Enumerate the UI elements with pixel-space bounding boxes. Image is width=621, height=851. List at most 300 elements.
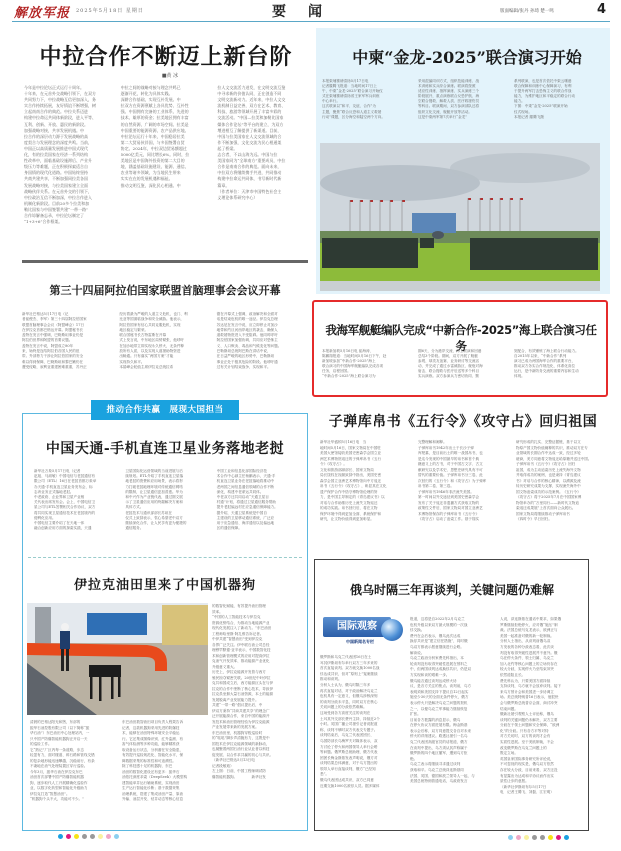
text-line: 俘交换。 [410, 628, 425, 633]
text-line: 油田首次部署中国产防爆智能机器 [30, 775, 84, 779]
text-line: 研究，让文物价值得到更加彰显。 [320, 517, 374, 521]
text-line: 外输、油层开发、钻井动态等核心信息 [122, 797, 184, 801]
globe-icon [381, 619, 403, 641]
text-line: 身国情的现代化道路。中国始终坚持 [24, 170, 88, 176]
text-line: 第二大贸易伙伴国，与多国签署自贸 [120, 139, 185, 145]
text-line: 依然道阻且长。 [500, 672, 526, 677]
text-line: 对话与合作助推历史上流失文物返还 [320, 500, 378, 505]
text-line: 力打破老挝地理环境对传统通信网络 [125, 484, 183, 489]
text-line: 中国正以高质量发展推进中国式现代 [24, 145, 88, 151]
text-line: 索返还成果展”上首次面向公众展出。 [516, 506, 576, 510]
text-line: 中国重要的能源资源、农产品供应地。 [120, 127, 189, 133]
text-line: 术和创新管理模式的应用对提高伊拉 [212, 653, 270, 658]
text-line: 提升老挝偏远村庄应急通信保障能力。 [216, 505, 278, 510]
text-line: 和中兴作为产业链代表，通过图文展 [125, 495, 183, 500]
text-line: 5000亿美元，同比增长6%。同时，拉 [120, 152, 190, 158]
text-line: “中国的人工智能技术与伊拉克 [212, 615, 261, 619]
color-register-marks-right [508, 835, 569, 840]
text-line: 献研究以及学术史、思想史研究具有不可 [418, 467, 483, 472]
text-line: 通信服务。 [125, 526, 144, 531]
text-line: 午，中柬“金龙-2025”联合演习开始仪 [322, 89, 383, 94]
text-line: 效率。 [212, 609, 223, 614]
article-column [30, 720, 116, 825]
text-line: 加入北约等核心问题上的立场仍存在 [500, 661, 558, 666]
special-section-banner: 推动合作共赢 展现大国担当 [91, 400, 239, 420]
article-headline: 我海军舰艇编队完成“中新合作-2025”海上联合演习任务 [325, 323, 597, 353]
text-line: 村通”计划，将通过卫星通信服务帮助 [216, 500, 276, 505]
text-line: 经历着最为严峻的人道主义危机，也门、利 [119, 312, 188, 316]
text-line: 殖民掠夺紧密关联。20世纪中叶伊拉 [212, 675, 271, 680]
masthead [12, 0, 610, 22]
register-dot [532, 835, 537, 840]
text-line: 中国工业和信息化部国际经济技 [216, 469, 267, 473]
article-headline: 子弹库帛书《五行令》《攻守占》回归祖国 [328, 414, 598, 430]
text-line: 悉”。 [320, 772, 330, 777]
text-line: 级压力等难题，正在积极探索适合自 [24, 164, 88, 170]
text-line: 书》对话与合作的核心精神，以溯源及流 [516, 478, 581, 483]
text-line: 化，有的拉美国家在经济一系列结构 [24, 152, 88, 158]
text-line: 局长饶权在视频致辞中指出，美国史密 [320, 473, 382, 477]
text-line: 费丹在会后表示，俄乌此次达成 [410, 633, 461, 638]
text-line: 交流活动。“中国—拉美和加勒比国家 [217, 115, 284, 121]
article-column [24, 85, 115, 250]
text-line: 者崔俊杰、李军）第三十四届阿拉伯国家 [22, 317, 87, 322]
text-line: 今年3月，振华石油在伊拉克东巴 [30, 769, 83, 774]
text-line: 这是中柬两军第7次举行“金龙” [418, 114, 468, 119]
text-line: 文化和旅游部副部长、国家文物局 [320, 467, 374, 472]
text-line: 危机升级以来双方最大规模的一次战 [410, 622, 468, 627]
text-line: 本届峰会轮值主席伊拉克总统拉希 [119, 364, 174, 369]
text-line: 地，涵盖基础设施建设、能源、通信、 [120, 164, 189, 170]
article-column [320, 440, 412, 550]
register-dot [524, 835, 529, 840]
text-line: 的限制，让卫星通信更加普惠。华为 [125, 489, 183, 494]
text-line: 资源优势结合，为推动当地能源产业 [212, 620, 270, 625]
text-line: 机直连卫星业务在老挝落地将推动中 [216, 479, 275, 484]
text-line: 拉双方在资源禀赋上各具优势、互补性 [120, 103, 189, 109]
text-line: 新华社巴格达5月17日电（记 [22, 312, 69, 316]
text-line: 这场受到各方高度关注的谈判在 [320, 710, 371, 715]
text-line: 术训练和实兵综合演练。联演将按照 [418, 84, 476, 89]
text-line: 工程师哈里斯·阿扎维告诉记者。 [212, 631, 264, 636]
badge-title: 国际观察 [323, 617, 391, 637]
text-line: 区的通信保障。 [216, 526, 242, 531]
text-line: 在日益严峻的地区形势中，巴勒斯坦 [216, 354, 275, 359]
text-line: 美国家同为“全球南方”重要成员，中拉 [217, 158, 286, 164]
text-line: 射击、联合搜救与医疗后送等多个科目 [418, 369, 480, 374]
text-line: 支持谈判，乌方就不会放弃谈判。接下 [500, 684, 562, 689]
text-line: 中拉之间的战略对接与理念共鸣已 [120, 85, 181, 90]
text-line: 东巴油田里，机器狗穿梭巡检时 [212, 730, 263, 735]
text-line: 洲艺术博物馆返还的子弹库帛书《五行 [320, 456, 382, 461]
text-line: 遭受侵略，叙利亚重建困难重重，苏丹正 [22, 364, 87, 369]
color-register-marks-left [58, 834, 119, 839]
register-dot [516, 835, 521, 840]
text-line: 方实现和谈的艰难一步。 [410, 672, 450, 677]
text-line: 业领域的长期合作中达成一致，经过多轮 [516, 451, 581, 455]
text-line: 行。它还集成图像识别、红外监测、有 [122, 736, 184, 741]
text-line: 主建设的卫星移动通信系统，广泛应 [216, 515, 275, 520]
text-line: 发布了关于返还非遗播方式获取文物的 [418, 500, 480, 505]
text-line: 系列联演，也是首次依托中柬云壤港 [514, 79, 572, 83]
text-line: 改变俄罗斯在乌克兰问题上的 [500, 745, 547, 750]
article-column [22, 312, 113, 390]
text-line: 领导人举行直接谈判，俄方“已经知 [320, 766, 376, 771]
text-line: 振华石油控股有限公司（以下简称“振 [30, 725, 90, 730]
text-line: 有效提升巡检规范化、智能化水平，保 [122, 753, 184, 757]
text-line: 能力，为维护地区和平稳定的联合行动 [514, 94, 576, 99]
text-line: 参观、球类友谊赛、业务研讨等交流活 [418, 359, 480, 364]
text-line: 的谈判分歧未平息，同时双方在核心 [320, 699, 378, 704]
text-line: 帛书第二卷、第三卷。 [418, 484, 454, 488]
text-line: 乌在停火条件、领土归属、乌克兰 [500, 656, 554, 661]
text-line: 中寻求新的价值认同，正在创造不同 [217, 91, 282, 97]
text-line: 俄罗斯的四个地区撤军，遭到乌方拒 [410, 751, 468, 756]
text-line: 的“哒哒”脚步声清脆有力，这既是中 [212, 736, 270, 740]
text-line: 地时间5月16日，国家文物局在中国驻 [320, 445, 381, 450]
text-line: 拉合作的深层动力源于发展战略的高 [24, 133, 88, 139]
text-line: 获取和平。乌克兰总统泽连斯基同 [410, 768, 464, 773]
text-line: 帛书《五行令》《攻守占》，彰显其在文化 [320, 484, 387, 488]
text-line: 战略伙伴关系。在元首外交的引领下， [24, 188, 92, 194]
article-column [418, 349, 508, 391]
text-line: 限公司（ETL）16日在老挝首都万象举 [34, 479, 97, 484]
text-line: 中拉双方将继续携手共进，共同推动 [217, 170, 282, 176]
text-line: 《攻守占》启动了追索工作。基于翔实 [418, 517, 480, 521]
text-line: 阿拉伯国家有信心共同克服危机，实现 [119, 322, 181, 327]
text-line: 中国与拉美国家在人文交流领域的合 [217, 133, 282, 139]
text-line: 在谈判中提出，乌方须从其声称属于 [410, 745, 468, 750]
text-line: 子弹库帛书《五行令》《攻守占》回归 [516, 462, 576, 466]
text-line: 记者滕腾飞报道：当地时间17日上 [322, 84, 377, 89]
register-dot [114, 834, 119, 839]
text-line: 危机具有一定意义，但俄乌涉核深刻 [320, 694, 378, 699]
text-line: （作者单位：天津市中国特色社会主 [217, 188, 282, 194]
text-line: 将共同实现卫星通信技术在老挝境内的 [34, 510, 96, 515]
text-line: “1+3+6”合作框架。 [24, 219, 63, 225]
text-line: 英国皇家国际事务研究所评论说， [500, 756, 554, 761]
text-line: 记者，这款机器狗采用先进的防爆技 [122, 725, 180, 730]
text-line: 乌国防部长乌梅罗夫对媒体表示，双 [320, 738, 378, 743]
text-line: 深化，构建中老命运共同体。 [216, 489, 264, 494]
text-line: 融合创新应用方面的探索实践，天通 [34, 526, 92, 531]
section-divider [22, 260, 308, 263]
issue-date: 2025年5月18日 星期日 [76, 8, 144, 14]
text-line: 清晨的巴格达阳光和煦，东部的 [30, 720, 81, 724]
text-line: 爆智能机器狗。 新华社发 [212, 774, 266, 779]
text-line: 罗斯继续拒绝停火，应对俄“施压”制 [500, 622, 558, 627]
text-line: 性改革中，面临基础设施滞后、产业升 [24, 158, 92, 164]
article-column [217, 85, 308, 250]
text-line: 停火的详细建议。路透社援引一名乌 [410, 734, 468, 739]
newspaper-logo: 解放军报 [14, 6, 71, 21]
text-line: 议，是各方关注的焦点。谈判前，乌方 [410, 684, 472, 689]
text-line: 新加坡参加“中新合作-2025”海上 [322, 359, 376, 364]
text-line: 狗，逐步取代人工开展精确化巡检作 [30, 780, 88, 785]
page-number: 4 [597, 2, 607, 17]
text-line: 农业等诸多领域，为当地民生带来 [120, 170, 181, 176]
text-line: 度契合与发展理念的深度共鸣。当前， [24, 139, 92, 145]
text-line: 森学会国立亚洲艺术博物馆向中方返还 [320, 478, 382, 483]
text-line: 各界广泛关注。伊中联石油公司总经 [212, 642, 270, 647]
text-line: 建智能单井运行辅助系统，实现油田 [122, 780, 180, 785]
article-headline: 中柬“金龙-2025”联合演习开始 [352, 48, 582, 67]
text-line: 克油气开发效率、推动能源产业优化 [212, 659, 270, 663]
badge-subtitle: 中国新闻名专栏 [346, 639, 374, 644]
text-line: 祖国，成为主动追索历史上流失海外文物 [516, 467, 581, 472]
text-line: 术博物馆保存的子弹库帛书《五行令》 [418, 511, 480, 516]
text-line: 等问题。俄罗斯总统助理、俄方代表 [320, 750, 378, 755]
text-line: 中老双方还共同启动“天通卫星百 [216, 495, 269, 500]
text-line: 本报记者 滕腾飞摄 [514, 114, 544, 119]
text-line: 星公司与ETL签署相关合作协议，双方 [34, 505, 96, 510]
text-line: 行动”课题，区分海空和陆空两个方向。 [322, 114, 385, 119]
text-line: 逐渐开花，转化为具体实践。 [120, 91, 173, 97]
text-line: 地老挝的资费和应用场景，表示将努 [125, 479, 183, 484]
text-line: 实实在在的发展机遇和福祉。 [120, 176, 173, 182]
article-column [34, 469, 119, 531]
text-line: 分歧在于领土问题和安全保障，“欧洲 [500, 723, 560, 728]
text-line: 式在柬埔寨磅清扬省王家军军兵训练 [322, 94, 380, 99]
text-line: 克共和国成立后，西方能源巨头在与伊 [212, 681, 274, 685]
article-column [516, 440, 608, 550]
text-line: 国技术在伊拉克能源领域的新脉动， [212, 741, 270, 746]
text-line: 《攻守占》将于2025年7月在中国国家博 [516, 495, 582, 499]
text-line: 式上发言说，中东地区局势紧张，他呼吁 [119, 338, 185, 343]
text-line: 续规划。ETL介绍了手机直连卫星落 [125, 474, 184, 479]
text-line: 本报柬埔寨磅清扬5月17日电 [322, 79, 369, 83]
text-line: 治理系统，搭建了集成油田产量、原油 [122, 791, 184, 796]
text-line: 次回归的《五行令》和《攻守占》为子弹库 [418, 478, 487, 483]
text-line: 乌克兰表示将继续寻求通过谈判 [410, 762, 461, 767]
text-line: 能力。 [514, 99, 525, 104]
text-line: 来，始终是连结阿拉伯各国人民的纽 [22, 349, 80, 354]
robot-dog-photo [27, 603, 208, 715]
text-line: 联合保障和训练中心保障演习，有利 [514, 84, 572, 89]
text-line: 合作谅解备忘录，中拉论坛制定了 [24, 212, 84, 218]
text-line: 共商共建共享，不断加强同拉美各国 [24, 176, 88, 182]
text-line: 美地区是中国海外投资的第二大目的 [120, 158, 185, 164]
article-byline: ■黄 冰 [161, 73, 179, 79]
text-line: 阿拉伯国家加强协调，共同应对恐怖主 [216, 338, 278, 343]
text-line: 示了卫星通信应用的终端解决方案和 [125, 500, 183, 505]
text-line: 演习已成为两国海军合作的重要平台， [514, 359, 576, 364]
text-line: 记者段敏迪） [212, 763, 234, 768]
text-line: 令》《攻守占》。 [320, 462, 347, 466]
register-dot [74, 834, 79, 839]
text-line: 下图：中柬“金龙-2025”联演开始 [514, 104, 568, 109]
register-dot [98, 834, 103, 839]
text-line: 谈判结束后，乌克兰代表团团长、 [320, 733, 374, 738]
text-line: 仪式上致辞表示，衷心希望老中双方 [125, 515, 183, 520]
article-column [119, 312, 210, 390]
text-line: 的成功实践。帛书回归后，将在文物 [320, 506, 378, 510]
text-line: 油依托深度求索（DeepSeek）大模型构 [122, 775, 188, 779]
text-line: 只中国产防爆智能机器狗正开启一天 [30, 736, 88, 741]
text-line: 促发展、以合作求共赢的初心与共识。 [212, 752, 274, 757]
text-line: 篇章。 [217, 182, 230, 188]
text-line: 扩张。 [410, 712, 421, 717]
text-line: 契配合，有效锤炼了海上联合行动能力。 [514, 349, 579, 353]
text-line: 美国总统特朗普通电话，乌政府发言 [410, 779, 468, 784]
exercise-photo [320, 143, 600, 291]
text-line: 俘达成共识，但对“原则上”冤案继续 [320, 671, 378, 676]
register-dot [540, 835, 545, 840]
text-line: 在伊拉克首都巴格达开幕。阿盟秘书长 [22, 327, 84, 332]
text-line: 组织文化交流、舰艇开放等活动。 [418, 109, 472, 114]
text-line: 中老政府、企业界和卫星产业相 [34, 495, 85, 500]
text-line: 首次直接谈判。双方就交换1000名战 [320, 666, 380, 671]
text-line: 老挝技术与通讯部部长苏坦在 [125, 510, 173, 515]
text-line: 较大分歧，实现停火乃至结束冲突 [500, 667, 554, 672]
text-line: 强。中国拥有完备的工业体系、先进的 [120, 109, 189, 115]
text-line: 俄罗斯和乌克兰代表团16日在土 [320, 655, 372, 659]
text-line: 谈判结果总体满意，对于乌方提出的 [320, 761, 378, 766]
text-line: 除了科技感十足的机器狗，东巴 [122, 764, 173, 768]
text-line: 共同努力下，中拉战略互信更加深入，务 [24, 97, 96, 103]
text-line: 分析人士认为，俄乌时隔三年多 [320, 682, 371, 687]
text-line: 具体方式。 [125, 505, 144, 510]
text-line: 华石油”）东巴油田中心处理站内，一 [30, 731, 90, 735]
text-line: 场。美总统特朗普16日表示，他很快 [500, 695, 559, 700]
text-line: 老两国之间信息通信领域的合作不断 [216, 484, 275, 489]
register-dot [90, 834, 95, 839]
text-line: 耳其伊斯坦布尔举行双方三年多来的 [320, 660, 378, 665]
text-line: 也凝聚着两国石油行业从业者以科技 [212, 747, 270, 751]
article-column [322, 349, 412, 391]
text-line: 期6天，分为港岸交流、海上联演和回港 [418, 349, 482, 353]
article-column [514, 79, 604, 121]
text-line: 的数智化赋能，有效提升油田管理 [212, 604, 266, 608]
text-line: 新华社万象5月17日电（记者 [34, 469, 81, 473]
text-line: 动，并完成了通过水雷威胁区、舰炮对海 [418, 364, 483, 369]
text-line: 互利、创新、开放、惠民的新阶段。 [24, 121, 88, 127]
text-line: 国家文物局将继续推动子弹库帛书 [516, 511, 570, 516]
text-line: 谈判的关键问题仍未解决，双方主要 [500, 717, 558, 722]
text-line: 伊拉克打造“智慧油田”。 [30, 791, 70, 796]
text-line: 便利化应用。 [34, 515, 56, 520]
register-dot [82, 834, 87, 839]
text-line: 国文物追索成功的示范案例。《五行令》 [516, 489, 581, 494]
text-line: 主题，聚焦“联合反恐和人道主义救援 [322, 109, 382, 114]
text-line: 本报新加坡5月16日电 崔海涛、 [322, 349, 374, 353]
text-line: 第一时间以外交途径到美国史密森学会 [418, 495, 480, 499]
article-headline: 第三十四届阿拉伯国家联盟首脑理事会会议开幕 [49, 284, 281, 297]
text-line: 换俘共识是“建立信任措施”，同时俄 [410, 639, 468, 644]
text-line: 理穆罕默德·亚辛表示，中国数智化技 [212, 648, 271, 652]
text-line: 转历史研究成果为支撑，实现流失海外中 [516, 484, 581, 488]
text-line: 在加沙地带立即实现永久停火，无条件释 [119, 343, 185, 348]
text-line: 乌克兰政治分析家费先科指出，本 [410, 656, 464, 661]
text-line: 表示会后称，双方同意提交各自对未来 [410, 728, 472, 733]
text-line: 志该业务正式落地老挝。 [34, 489, 74, 494]
text-line: 任务，启程回国。 [322, 369, 351, 374]
text-line: （新华社巴格达5月13日电 [212, 758, 255, 762]
text-line: 苏达尼在发言中说，应立即停止对加沙 [216, 322, 278, 327]
text-line: 化”的分歧。只有各方平等对待 [500, 728, 549, 733]
text-line: 施至少30天的全面无条件停火，俄方 [410, 695, 469, 700]
text-line: 技术、雄厚的资金；拉美地区拥有丰富 [120, 115, 189, 121]
article-headline: 中国天通-手机直连卫星业务落地老挝 [45, 441, 285, 457]
text-line: “中新合作-2025”海上联合演习为 [322, 374, 376, 379]
article-column [217, 312, 308, 390]
text-line: “机器狗个头不大，功能可不少。” [30, 797, 84, 801]
article-column [418, 440, 510, 550]
register-dot [508, 835, 513, 840]
text-line: 子弹库帛书1946年非法流失美国。 [418, 489, 474, 494]
text-line: 会与俄罗斯总统普京会面，商讨冲突 [500, 700, 558, 705]
text-line: 是迄今发现的中国最早的帛书和首个典 [418, 456, 480, 461]
text-line: 俄乌能否通过谈判达成停火协 [410, 678, 457, 683]
text-line: 自2015年以来，“中新合作”系列 [514, 354, 567, 359]
text-line: 的巡检工作。 [30, 742, 52, 746]
text-line: 媒体合作论坛”等平台的建立，为双方 [217, 121, 284, 127]
text-line: 用于应急通信、海洋通信以及偏远地 [216, 521, 275, 526]
text-line: 道救援物资进入不受阻碍。他同时呼吁 [216, 333, 278, 338]
text-line: 推动文明互鉴，深化民心相通。中 [120, 182, 181, 188]
text-line: 中伊共建“智慧油田”受到伊拉克 [212, 637, 263, 641]
text-line: 再次直接对话，对于政治解决乌克兰 [320, 688, 378, 693]
article-column [320, 655, 404, 825]
text-line: 适应性训练、指挥演练、实兵演练三个 [418, 89, 480, 94]
text-line: 裁。法国总统马克龙表示，欧洲正与 [500, 628, 558, 633]
text-line: 实质性进展。至于美欧制裁，不会 [500, 740, 554, 745]
text-line: 存在较大分歧，目前来看，双方还没 [500, 768, 558, 773]
text-line: 来乌方预计会和美国进一步协调立 [500, 689, 554, 694]
text-line: 保护环境中得到更加全面、系统保护和 [320, 511, 382, 516]
text-line: 称，谈判不够时双方代表交专题子。 [320, 727, 378, 732]
text-line: 空联合搜救、解救人质、医疗救援伤员 [418, 99, 480, 104]
text-line: 的复杂地形能迅速攀越，沉稳前行，有条 [30, 758, 95, 763]
text-line: 法国、英国、德国和波兰领导人一起，与 [410, 773, 475, 778]
text-line: 加强战略对接，共享发展机遇。中 [24, 127, 84, 133]
text-line: 升级意义重大。 [212, 664, 238, 669]
text-line: 判没有取得突破性进展并不意外。俄 [500, 650, 558, 655]
text-line: 起了桥梁。 [217, 145, 238, 151]
text-line: 发展脱离产业发展能力提升。 [212, 697, 259, 702]
text-line: 左上图：日前，中国工程师调试防 [212, 769, 266, 773]
text-line: 小时。英国广播公司援引记者说报道 [320, 722, 378, 727]
article-column [500, 617, 584, 825]
text-line: 推动和谈判。 [320, 677, 342, 682]
text-line: 据介绍，天通卫星系统是中国自 [216, 510, 267, 515]
text-line: 解读说。 [410, 650, 425, 655]
text-line: 它“熟记”厂区内每一条道路，步态 [30, 747, 84, 752]
text-line: 拉克的合作中垄断了核心技术，导致伊 [212, 686, 274, 691]
text-line: 带。外部势力干涉让阿拉伯国家的安全 [22, 354, 84, 359]
text-line: 话是结束危机的唯一途径。伊拉克总理 [216, 317, 278, 322]
text-line: 油田的数智化建设还有更多：振华石 [122, 769, 180, 774]
text-line: 实合作持续拓展，友好情谊不断增强，树 [24, 103, 96, 109]
text-line: 难以得到保障，巴勒斯坦和黎巴嫩仍在 [22, 359, 84, 364]
text-line: 质性让步的意愿。 [500, 779, 529, 784]
text-line: 中拉论坛运行十年来，中国稳居拉美 [120, 133, 185, 139]
text-line: 团团长梅金斯基发表声明说，俄方对 [320, 755, 378, 760]
text-line: 构建中拉命运共同体，书写新时代新 [217, 176, 282, 182]
text-line: 物原产国文物价值阐释的共识，推动双方在专 [516, 445, 588, 450]
text-line: 于提升两军打击恐怖主义的联合作战 [514, 89, 572, 94]
text-line: 实兵演练。双方参演兵力密切协同、默 [418, 374, 480, 379]
text-line: 增进相互了解提供了新渠道。目前， [217, 127, 282, 133]
text-line: 并取得成功的案例，也是秉持《青岛建议 [516, 473, 581, 477]
text-line: 政策性文件后，国家文物局对国立亚洲艺 [418, 506, 483, 510]
text-line: 东巴油田数智油田项目负责人程果告诉 [122, 720, 184, 724]
text-line: 义、人口贩卖、毒品和气候变化等问题。 [216, 343, 282, 348]
text-line: 近期交换1000名被俘人员。据多媒体 [320, 783, 380, 788]
text-line: 构建中拉命运共同体新阶段，进入平等、 [24, 115, 96, 121]
text-line: 实现持久和平。 [119, 359, 145, 364]
text-line: 研究形成的扎实、完整证据链，基于以文 [516, 440, 581, 444]
